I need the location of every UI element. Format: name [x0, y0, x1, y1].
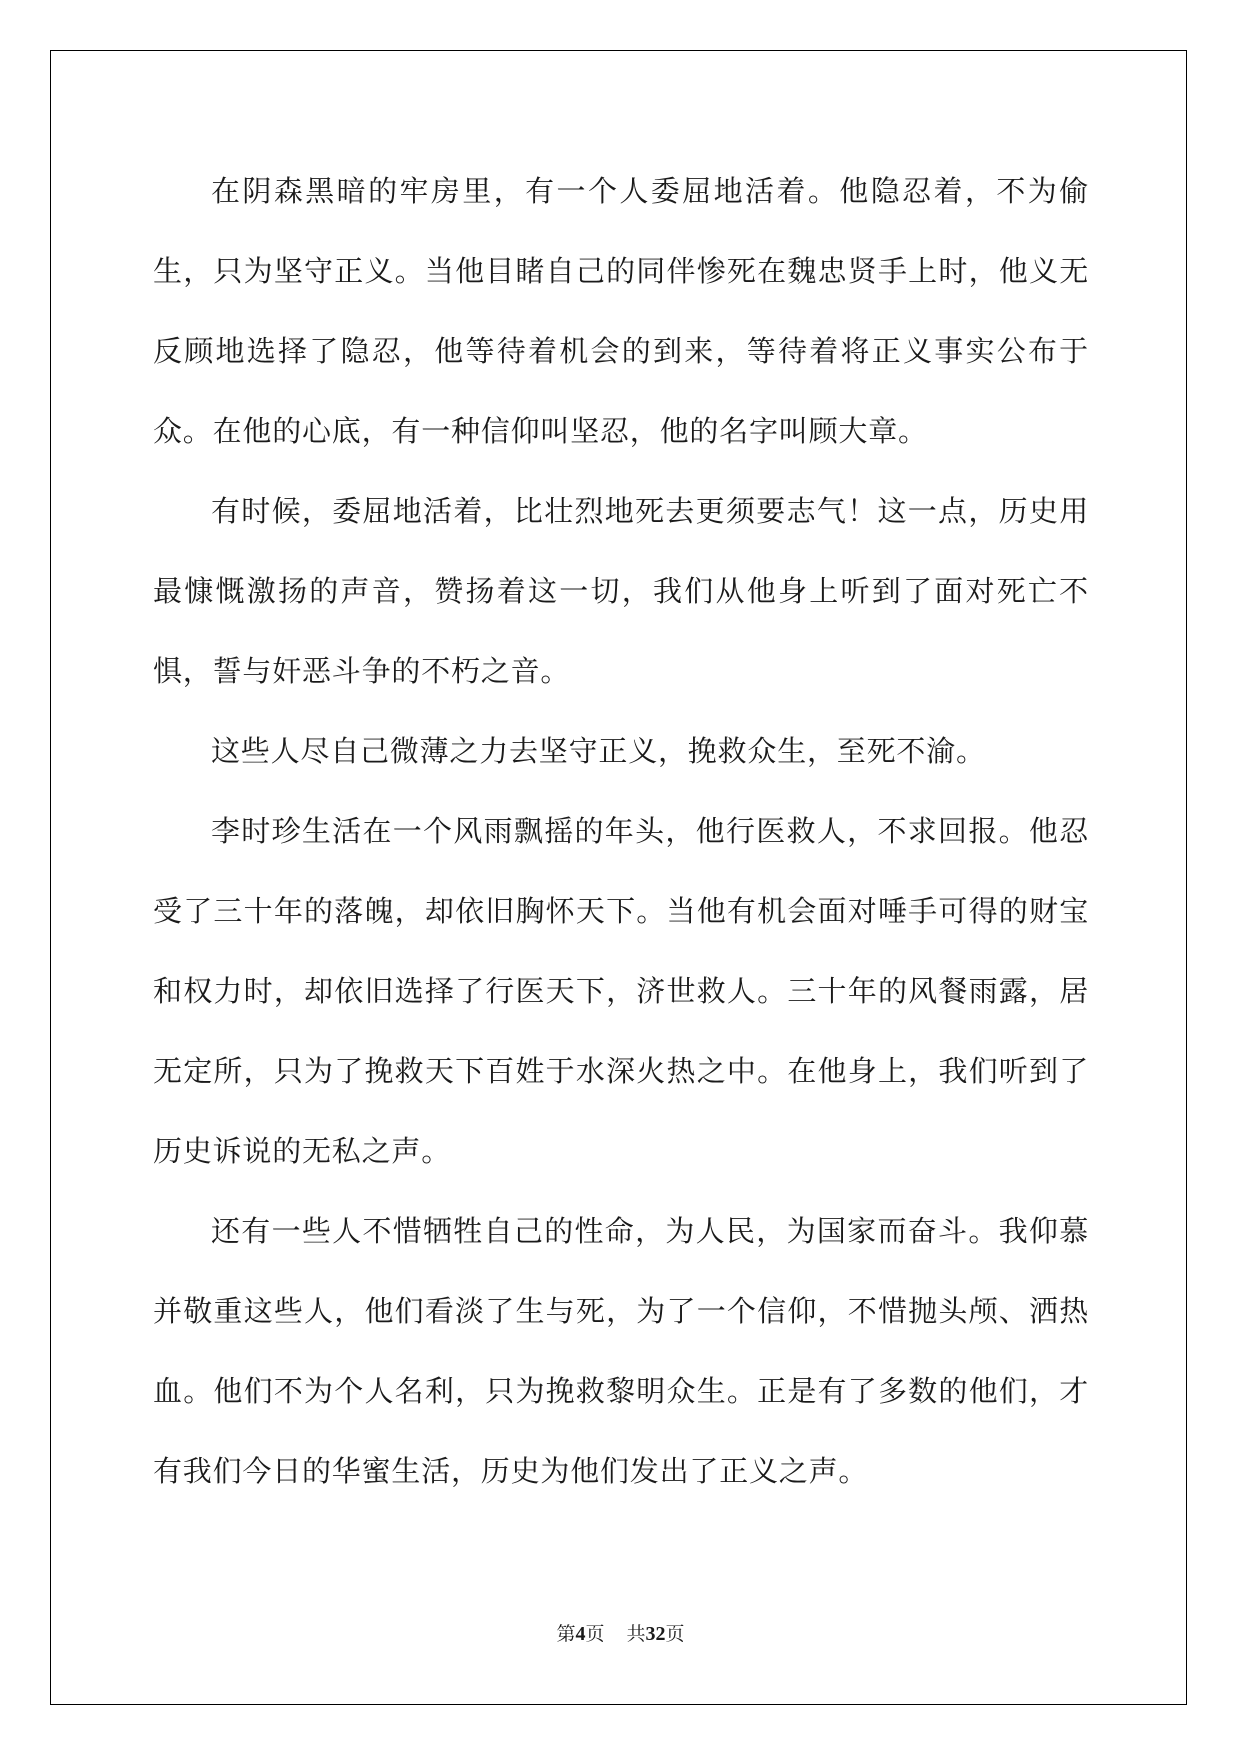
footer-page-prefix: 第: [556, 1623, 576, 1645]
footer-total-prefix: 共: [626, 1623, 646, 1645]
document-body: [153, 151, 1089, 1511]
paragraph-1: 在阴森黑暗的牢房里，有一个人委屈地活着。他隐忍着，不为偷生，只为坚守正义。当他目睹自己的同伴惨死在魏忠贤手上时，他义无反顾地选择了隐忍，他等待着机会的到来，等待着将正义事实公布于众。在他的心底，有一种信仰叫坚忍，他的名字叫顾大章。: [153, 174, 1089, 448]
paragraph-2: 有时候，委屈地活着，比壮烈地死去更须要志气！这一点，历史用最慷慨激扬的声音，赞扬着这一切，我们从他身上听到了面对死亡不惧，誓与奸恶斗争的不朽之音。: [153, 494, 1089, 688]
paragraph-4: 李时珍生活在一个风雨飘摇的年头，他行医救人，不求回报。他忍受了三十年的落魄，却依旧胸怀天下。当他有机会面对唾手可得的财宝和权力时，却依旧选择了行医天下，济世救人。三十年的风餐雨露，居无定所，只为了挽救天下百姓于水深火热之中。在他身上，我们听到了历史诉说的无私之声。: [153, 814, 1089, 1168]
footer-total-pages: 32: [645, 1623, 666, 1645]
footer-page-number: 4: [575, 1623, 586, 1645]
paragraph-3: 这些人尽自己微薄之力去坚守正义，挽救众生，至死不渝。: [211, 734, 986, 768]
page-footer: [0, 1619, 1241, 1646]
footer-page-unit: 页: [585, 1623, 605, 1645]
paragraph-5: 还有一些人不惜牺牲自己的性命，为人民，为国家而奋斗。我仰慕并敬重这些人，他们看淡了生与死，为了一个信仰，不惜抛头颅、洒热血。他们不为个人名利，只为挽救黎明众生。正是有了多数的他们，才有我们今日的华蜜生活，历史为他们发出了正义之声。: [153, 1214, 1089, 1488]
footer-total-unit: 页: [665, 1623, 685, 1645]
